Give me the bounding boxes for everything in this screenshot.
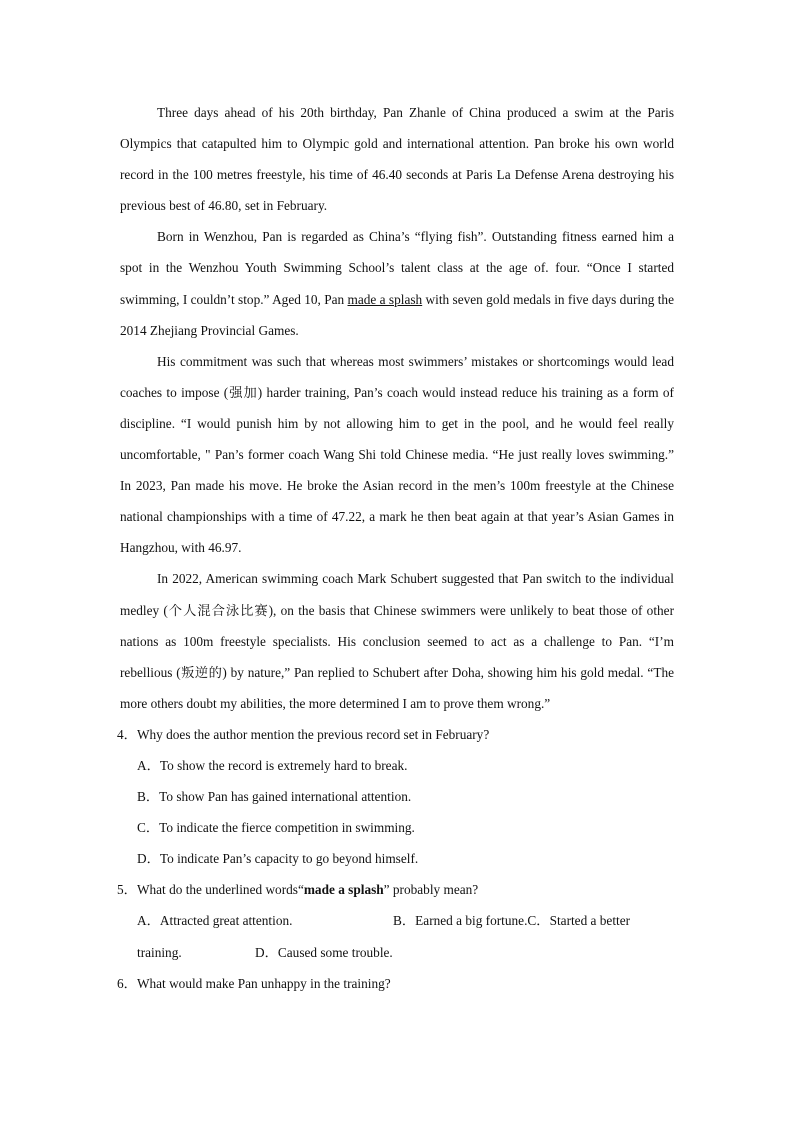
question-4-number: 4． xyxy=(117,726,137,742)
question-5-stem xyxy=(117,874,674,905)
question-6 xyxy=(117,968,674,999)
underlined-phrase: made a splash xyxy=(347,291,423,307)
question-6-text: What would make Pan unhappy in the training? xyxy=(136,975,391,991)
question-5-bold-phrase: made a splash xyxy=(303,882,384,898)
question-5-options-line-2 xyxy=(117,937,674,968)
passage-paragraph-4: In 2022, American swimming coach Mark Schubert suggested that Pan switch to the individual medley (个人混合泳比赛), on the basis that Chinese swimmers were unlikely to beat those of other nations as 100m freestyle specialists. His conclusion seemed to act as a challenge to Pan. “I’m rebellious (叛逆的) by nature,” Pan replied to Schubert after Doha, showing him his gold medal. “The more others doubt my abilities, the more determined I am to prove them wrong.” xyxy=(120,571,674,711)
passage-paragraph-2-text-a: Born in Wenzhou, Pan is regarded as China’s “flying fish”. Outstanding fitness earned him a spot in the Wenzhou Youth Swimming School’s talent class at the age of. four. “Once I started swimming, I couldn’t stop.” Aged 10, Pan xyxy=(120,229,674,307)
question-5-option-c-part-2: training. xyxy=(137,944,182,960)
question-4-option-a: A．To show the record is extremely hard to break. xyxy=(137,757,408,773)
question-5-option-c-part-1: C．Started a better xyxy=(527,913,631,929)
question-5-option-a: A．Attracted great attention. xyxy=(137,913,293,929)
question-5-option-d: D．Caused some trouble. xyxy=(255,944,393,960)
passage-paragraph-1: Three days ahead of his 20th birthday, Pan Zhanle of China produced a swim at the Paris Olympics that catapulted him to Olympic gold and international attention. Pan broke his own world record in the 100 metres freestyle, his time of 46.40 seconds at Paris La Defense Arena destroying his previous best of 46.80, set in February. xyxy=(120,105,674,214)
passage-paragraph-2-text-b: with seven gold medals in five days during the 2014 Zhejiang Provincial Games. xyxy=(120,291,674,338)
question-4 xyxy=(117,719,674,874)
question-5-options-line-1 xyxy=(117,905,674,936)
question-4-option-b: B．To show Pan has gained international attention. xyxy=(137,789,412,805)
question-4-stem xyxy=(117,719,674,750)
question-5-text-a: What do the underlined words“ xyxy=(136,882,304,898)
question-5-text-b: ” probably mean? xyxy=(383,882,479,898)
question-4-text: Why does the author mention the previous record set in February? xyxy=(136,726,490,742)
question-5-option-b: B．Earned a big fortune. xyxy=(393,913,528,929)
question-6-stem xyxy=(117,968,674,999)
passage-paragraph-2 xyxy=(120,221,674,345)
passage-paragraph-3: His commitment was such that whereas most swimmers’ mistakes or shortcomings would lead coaches to impose (强加) harder training, Pan’s coach would instead reduce his training as a form of discipline. “I would punish him by not allowing him to get in the pool, and he would feel really uncomfortable, " Pan’s former coach Wang Shi told Chinese media. “He just really loves swimming.” In 2023, Pan made his move. He broke the Asian record in the men’s 100m freestyle at the Chinese national championships with a time of 47.22, a mark he then beat again at that year’s Asian Games in Hangzhou, with 46.97. xyxy=(120,353,674,556)
question-4-option-d: D．To indicate Pan’s capacity to go beyond himself. xyxy=(137,851,419,867)
question-5 xyxy=(117,874,674,967)
document-content xyxy=(117,97,674,999)
question-5-number: 5． xyxy=(117,882,137,898)
question-4-option-c: C．To indicate the fierce competition in swimming. xyxy=(137,820,415,836)
question-6-number: 6． xyxy=(117,975,137,991)
